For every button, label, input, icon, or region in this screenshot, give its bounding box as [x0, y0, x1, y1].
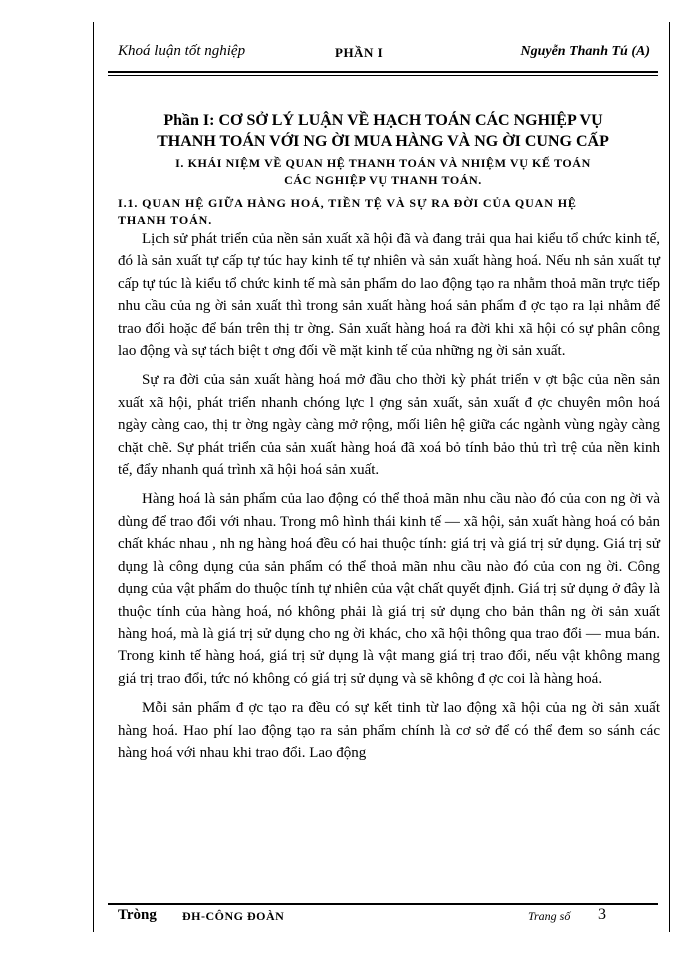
subtitle-line-1: I. KHÁI NIỆM VỀ QUAN HỆ THANH TOÁN VÀ NHIỆM VỤ KẾ TOÁN — [175, 156, 591, 170]
footer-school-name: ĐH-CÔNG ĐOÀN — [182, 909, 285, 923]
body-text — [118, 228, 660, 771]
header-rule-thin — [108, 75, 658, 76]
footer-page-label: Trang số — [528, 909, 571, 923]
header-part-label: PHẦN I — [335, 45, 384, 60]
subtitle-line-2: CÁC NGHIỆP VỤ THANH TOÁN. — [284, 173, 482, 187]
page-header — [108, 35, 658, 65]
paragraph: Mỗi sản phẩm đ ợc tạo ra đều có sự kết tinh từ lao động xã hội của ng ời sản xuất hàng hoá. Hao phí lao động tạo ra sản phẩm chính là cơ sở để có thể đem so sánh các hàng hoá với nhau khi trao đổi. Lao động — [118, 700, 660, 761]
footer-page-number: 3 — [598, 906, 606, 923]
paragraph: Sự ra đời của sản xuất hàng hoá mở đầu cho thời kỳ phát triển v ợt bậc của nền sản xuất xã hội, phát triển nhanh chóng lực l ợng sản xuất, sản xuất đ ợc chuyên môn hoá ngày càng cao, thị tr ờng ngày càng mở rộng, mối liên hệ giữa các ngành vùng ngày càng chặt chẽ. Sự phát triển của sản xuất hàng hoá đã xoá bỏ tính bảo thủ trì trệ của nền kinh tế, đẩy nhanh quá trình xã hội hoá sản xuất. — [118, 372, 660, 479]
chapter-title-line-1: Phần I: CƠ SỞ LÝ LUẬN VỀ HẠCH TOÁN CÁC NGHIỆP VỤ — [163, 112, 603, 129]
chapter-title-line-2: THANH TOÁN VỚI NG ỜI MUA HÀNG VÀ NG ỜI CUNG CẤP — [157, 133, 609, 150]
header-author: Nguyễn Thanh Tú (A) — [520, 44, 650, 59]
paragraph: Lịch sử phát triển của nền sản xuất xã hội đã và đang trải qua hai kiểu tổ chức kinh tế, đó là sản xuất tự cấp tự túc hay kinh tế tự nhiên và sản xuất hàng hoá. Nếu nh sản xuất tự cấp tự túc là kiểu tổ chức kinh tế mà sản phẩm do lao động tạo ra nhằm thoả mãn trực tiếp nhu cầu của ng ời sản xuất thì trong sản xuất hàng hoá sản phẩm đ ợc tạo ra lại nhằm để trao đổi hoặc để bán trên thị tr ờng. Sản xuất hàng hoá ra đời khi xã hội có sự phân công lao động và sự tách biệt t ơng đối về mặt kinh tế của những ng ời sản xuất. — [118, 231, 660, 360]
header-rule — [108, 71, 658, 73]
header-thesis-label: Khoá luận tốt nghiệp — [118, 43, 246, 59]
section-heading-line-1: I.1. QUAN HỆ GIỮA HÀNG HOÁ, TIỀN TỆ VÀ SỰ RA ĐỜI CỦA QUAN HỆ — [118, 196, 577, 210]
page-footer — [108, 905, 658, 927]
section-heading-line-2: THANH TOÁN. — [118, 213, 213, 227]
paragraph: Hàng hoá là sản phẩm của lao động có thể thoả mãn nhu cầu nào đó của con ng ời và dùng để trao đổi với nhau. Trong mô hình thái kinh tế — xã hội, sản xuất hàng hoá có bản chất khác nhau , nh ng hàng hoá đều có hai thuộc tính: giá trị và giá trị sử dụng. Giá trị sử dụng là công dụng của sản phẩm có thể thoả mãn nhu cầu nào đó của con ng ời. Công dụng của vật phẩm do thuộc tính tự nhiên của vật chất quyết định. Giá trị sử dụng ở đây là thuộc tính của hàng hoá, nó không phải là giá trị sử dụng cho bản thân ng ời sản xuất hàng hoá, mà là giá trị sử dụng cho ng ời khác, cho xã hội thông qua trao đổi — mua bán. Trong kinh tế hàng hoá, giá trị sử dụng là vật mang giá trị trao đổi, nếu vật không mang giá trị trao đổi, tức nó không có giá trị sử dụng và sẽ không đ ợc coi là hàng hoá. — [118, 491, 660, 687]
footer-school-label: Tròng — [118, 907, 157, 923]
